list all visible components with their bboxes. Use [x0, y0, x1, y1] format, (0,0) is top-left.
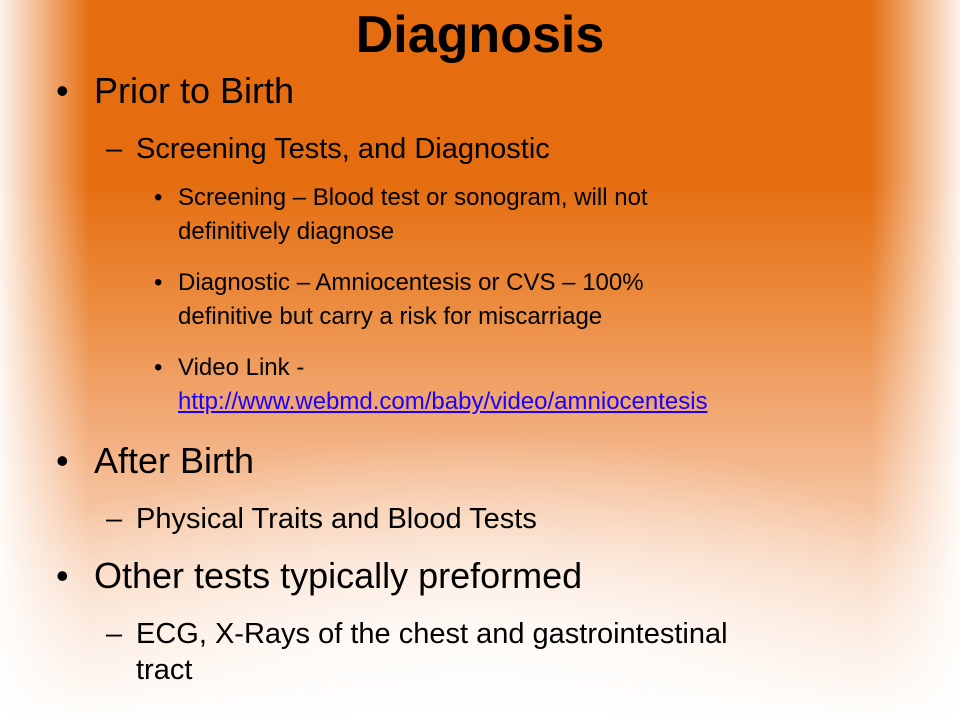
detail-screening-line-1: Screening – Blood test or sonogram, will not — [178, 184, 648, 211]
detail-diagnostic-line-2: definitive but carry a risk for miscarriage — [178, 303, 603, 330]
bullet-icon: • — [154, 184, 163, 211]
bullet-icon: • — [56, 70, 69, 111]
detail-video-link — [154, 351, 884, 419]
dash-icon: – — [106, 503, 123, 535]
bullet-after-birth — [56, 440, 254, 482]
subitem-screening-tests — [106, 131, 550, 167]
bullet-icon: • — [154, 269, 163, 296]
heading-after-birth: After Birth — [94, 440, 255, 481]
subitem-ecg-xrays — [106, 616, 728, 688]
bullet-icon: • — [56, 555, 69, 596]
subitem-screening-tests-text: Screening Tests, and Diagnostic — [136, 133, 550, 165]
subitem-physical-traits — [106, 501, 537, 537]
bullet-other-tests — [56, 555, 582, 597]
detail-screening-text — [178, 181, 648, 249]
heading-prior-to-birth: Prior to Birth — [94, 70, 295, 111]
detail-video-link-text — [178, 351, 708, 419]
detail-diagnostic-text — [178, 266, 644, 334]
detail-diagnostic — [154, 266, 884, 334]
video-link-label: Video Link - — [178, 354, 305, 381]
detail-diagnostic-line-1: Diagnostic – Amniocentesis or CVS – 100% — [178, 269, 644, 296]
detail-screening-line-2: definitively diagnose — [178, 218, 395, 245]
bullet-icon: • — [56, 440, 69, 481]
subitem-physical-traits-text: Physical Traits and Blood Tests — [136, 503, 537, 535]
detail-screening — [154, 181, 884, 249]
subitem-ecg-xrays-text — [136, 616, 728, 688]
bullet-icon: • — [154, 354, 163, 381]
dash-icon: – — [106, 618, 123, 650]
video-link-url[interactable]: http://www.webmd.com/baby/video/amniocentesis — [178, 388, 708, 415]
heading-other-tests: Other tests typically preformed — [94, 555, 583, 596]
subitem-ecg-xrays-line-2: tract — [136, 654, 193, 686]
subitem-ecg-xrays-line-1: ECG, X-Rays of the chest and gastrointestinal — [136, 618, 728, 650]
slide-title: Diagnosis — [355, 6, 605, 64]
bullet-prior-to-birth — [56, 70, 294, 112]
dash-icon: – — [106, 133, 123, 165]
